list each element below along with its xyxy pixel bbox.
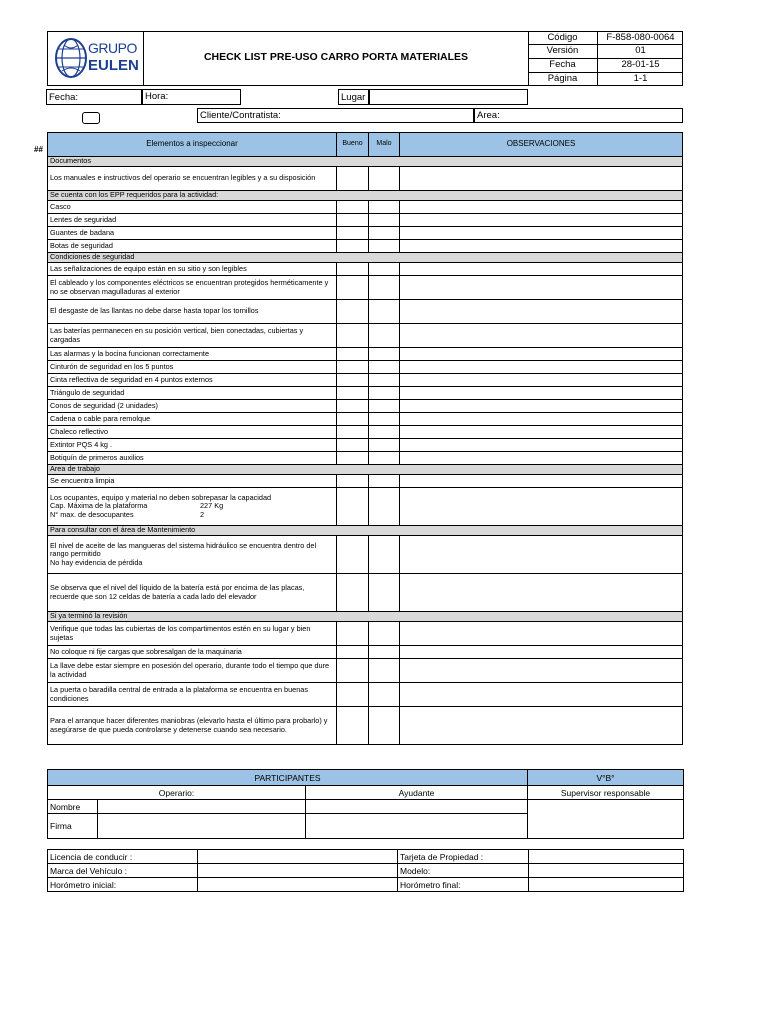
- meta-label-version: Versión: [546, 45, 579, 56]
- malo-cell[interactable]: [369, 413, 400, 426]
- checklist-item-row: [48, 387, 683, 400]
- observaciones-cell[interactable]: [400, 707, 683, 745]
- supervisor-label: Supervisor responsable: [528, 786, 684, 800]
- malo-cell[interactable]: [369, 214, 400, 227]
- malo-cell[interactable]: [369, 324, 400, 348]
- firma-label: Firma: [48, 814, 98, 839]
- item-description: El nivel de aceite de las mangueras del sistema hidráulico se encuentra dentro del rango permitido No hay evidencia de pérdida: [50, 540, 317, 567]
- lugar-label: Lugar: [341, 92, 366, 103]
- checklist-item-row: [48, 324, 683, 348]
- bueno-cell[interactable]: [337, 227, 369, 240]
- operario-nombre-field[interactable]: [98, 800, 306, 814]
- malo-cell[interactable]: [369, 536, 400, 574]
- checklist-item-row: [48, 227, 683, 240]
- table-header-row: [48, 133, 683, 157]
- fecha-label: Fecha:: [49, 92, 79, 103]
- spec-value: 227 Kg: [200, 501, 224, 511]
- vehicle-table: [47, 849, 684, 892]
- checklist-item-text: [48, 214, 337, 227]
- item-description: Verifique que todas las cubiertas de los compartimentos estén en su lugar y bien sujetas: [50, 624, 311, 642]
- checklist-item-text: [48, 426, 337, 439]
- meta-value-codigo: F-858-080-0064: [606, 32, 675, 43]
- bueno-cell[interactable]: [337, 400, 369, 413]
- item-description: Las señalizaciones de equipo están en su sitio y son legibles: [50, 263, 247, 273]
- section-title: Si ya terminó la revisión: [48, 612, 683, 622]
- malo-cell[interactable]: [369, 488, 400, 526]
- observaciones-cell[interactable]: [400, 426, 683, 439]
- section-row: [48, 612, 683, 622]
- bueno-cell[interactable]: [337, 214, 369, 227]
- malo-cell[interactable]: [369, 475, 400, 488]
- item-description: Casco: [50, 201, 71, 211]
- participants-block: [47, 769, 684, 839]
- modelo-label: Modelo:: [398, 864, 529, 878]
- observaciones-cell[interactable]: [400, 622, 683, 646]
- hora-label: Hora:: [145, 91, 169, 102]
- checklist-item-row: [48, 361, 683, 374]
- bueno-cell[interactable]: [337, 324, 369, 348]
- spec-label: N° max. de desocupantes: [50, 509, 134, 519]
- item-description: Cinta reflectiva de seguridad en 4 puntos externos: [50, 374, 213, 384]
- observaciones-cell[interactable]: [400, 659, 683, 683]
- checklist-item-row: [48, 348, 683, 361]
- checklist-item-row: [48, 574, 683, 612]
- observaciones-cell[interactable]: [400, 348, 683, 361]
- bueno-cell[interactable]: [337, 240, 369, 253]
- checklist-item-text: [48, 488, 337, 526]
- bueno-cell[interactable]: [337, 201, 369, 214]
- ayudante-label: Ayudante: [306, 786, 528, 800]
- meta-label-codigo: Código: [547, 32, 578, 43]
- bueno-cell[interactable]: [337, 475, 369, 488]
- meta-value-fecha: 28-01-15: [621, 59, 660, 70]
- checklist-item-text: [48, 240, 337, 253]
- marca-field[interactable]: [198, 864, 398, 878]
- malo-cell[interactable]: [369, 387, 400, 400]
- malo-cell[interactable]: [369, 263, 400, 276]
- lugar-field[interactable]: [369, 89, 528, 105]
- malo-cell[interactable]: [369, 622, 400, 646]
- meta-value-pagina: 1-1: [633, 73, 648, 84]
- bueno-cell[interactable]: [337, 439, 369, 452]
- observaciones-cell[interactable]: [400, 475, 683, 488]
- observaciones-cell[interactable]: [400, 413, 683, 426]
- spec-label: Cap. Máxima de la plataforma: [50, 501, 148, 511]
- checklist-item-text: [48, 387, 337, 400]
- vehicle-block: [47, 849, 684, 892]
- malo-cell[interactable]: [369, 348, 400, 361]
- checklist-item-text: [48, 452, 337, 465]
- observaciones-cell[interactable]: [400, 276, 683, 300]
- observaciones-cell[interactable]: [400, 488, 683, 526]
- horometro-inicial-field[interactable]: [198, 878, 398, 892]
- bueno-cell[interactable]: [337, 488, 369, 526]
- observaciones-cell[interactable]: [400, 400, 683, 413]
- checklist-item-text: [48, 227, 337, 240]
- item-description: Extintor PQS 4 kg .: [50, 439, 113, 449]
- horometro-inicial-label: Horómetro inicial:: [48, 878, 198, 892]
- item-description: Triángulo de seguridad: [50, 387, 125, 397]
- ayudante-nombre-field[interactable]: [306, 800, 528, 814]
- bueno-cell[interactable]: [337, 413, 369, 426]
- malo-cell[interactable]: [369, 426, 400, 439]
- meta-value-version: 01: [635, 45, 646, 56]
- page-title: CHECK LIST PRE-USO CARRO PORTA MATERIALES: [203, 51, 469, 63]
- bueno-cell[interactable]: [337, 276, 369, 300]
- checkbox[interactable]: [82, 112, 100, 124]
- area-field[interactable]: [474, 108, 683, 123]
- checklist-item-text: [48, 324, 337, 348]
- item-description: No coloque ni fije cargas que sobresalgan de la maquinaria: [50, 646, 242, 656]
- logo-text-eulen: EULEN: [88, 57, 139, 74]
- col-malo-header: Malo: [369, 133, 400, 157]
- tarjeta-label: Tarjeta de Propiedad :: [398, 850, 529, 864]
- checklist-item-row: [48, 374, 683, 387]
- malo-cell[interactable]: [369, 276, 400, 300]
- checklist-table: [47, 132, 683, 745]
- checklist-item-text: [48, 263, 337, 276]
- item-description: Cadena o cable para remolque: [50, 413, 151, 423]
- malo-cell[interactable]: [369, 227, 400, 240]
- section-row: [48, 191, 683, 201]
- col-elementos-header: Elementos a inspeccionar: [48, 133, 337, 157]
- checklist-item-row: [48, 488, 683, 526]
- meta-block: [528, 31, 683, 86]
- row-number-hash: ##: [34, 145, 43, 154]
- malo-cell[interactable]: [369, 683, 400, 707]
- checklist-item-row: [48, 240, 683, 253]
- section-title: Area de trabajo: [48, 465, 683, 475]
- item-description: Las alarmas y la bocina funcionan correctamente: [50, 348, 209, 358]
- bueno-cell[interactable]: [337, 452, 369, 465]
- participantes-title: PARTICIPANTES: [48, 770, 528, 786]
- tarjeta-field[interactable]: [529, 850, 684, 864]
- checklist-item-row: [48, 300, 683, 324]
- observaciones-cell[interactable]: [400, 452, 683, 465]
- section-title: Documentos: [48, 157, 683, 167]
- item-description: La puerta o baradilla central de entrada a la plataforma se encuentra en buenas condiciones: [50, 685, 308, 703]
- item-description: Botiquín de primeros auxilios: [50, 452, 144, 462]
- participants-table: [47, 769, 684, 839]
- item-description: Se encuentra limpia: [50, 475, 115, 485]
- bueno-cell[interactable]: [337, 387, 369, 400]
- checklist-item-text: [48, 400, 337, 413]
- item-spec-line: [50, 511, 334, 519]
- section-title: Condiciones de seguridad: [48, 253, 683, 263]
- observaciones-cell[interactable]: [400, 574, 683, 612]
- checklist-item-text: [48, 574, 337, 612]
- checklist-item-row: [48, 400, 683, 413]
- observaciones-cell[interactable]: [400, 683, 683, 707]
- licencia-field[interactable]: [198, 850, 398, 864]
- checklist-item-text: [48, 361, 337, 374]
- bueno-cell[interactable]: [337, 536, 369, 574]
- item-description: Lentes de seguridad: [50, 214, 117, 224]
- bueno-cell[interactable]: [337, 646, 369, 659]
- checklist-item-row: [48, 201, 683, 214]
- ayudante-firma-field[interactable]: [306, 814, 528, 839]
- item-description: Los manuales e instructivos del operario se encuentran legibles y a su disposición: [50, 173, 316, 183]
- checklist-item-text: [48, 475, 337, 488]
- checklist-item-text: [48, 348, 337, 361]
- item-description: La llave debe estar siempre en posesión del operario, durante todo el tiempo que dure la actividad: [50, 661, 330, 679]
- checklist-item-row: [48, 167, 683, 191]
- malo-cell[interactable]: [369, 659, 400, 683]
- horometro-final-field[interactable]: [529, 878, 684, 892]
- area-label: Area:: [477, 110, 500, 121]
- malo-cell[interactable]: [369, 240, 400, 253]
- operario-firma-field[interactable]: [98, 814, 306, 839]
- checklist-item-row: [48, 413, 683, 426]
- checklist-item-row: [48, 426, 683, 439]
- observaciones-cell[interactable]: [400, 240, 683, 253]
- bueno-cell[interactable]: [337, 263, 369, 276]
- observaciones-cell[interactable]: [400, 387, 683, 400]
- item-description: Chaleco reflectivo: [50, 426, 108, 436]
- col-bueno-header: Bueno: [337, 133, 369, 157]
- item-description: Las baterías permanecen en su posición vertical, bien conectadas, cubiertas y cargadas: [50, 326, 304, 344]
- bueno-cell[interactable]: [337, 348, 369, 361]
- section-row: [48, 465, 683, 475]
- item-description: Para el arranque hacer diferentes maniobras (elevarlo hasta el último para probarlo) y asegúrarse de que pueda controlarse y detenerse cuando sea necesario.: [50, 716, 328, 734]
- bueno-cell[interactable]: [337, 300, 369, 324]
- item-description: Conos de seguridad (2 unidades): [50, 400, 158, 410]
- malo-cell[interactable]: [369, 574, 400, 612]
- observaciones-cell[interactable]: [400, 361, 683, 374]
- checklist-item-row: [48, 683, 683, 707]
- bueno-cell[interactable]: [337, 707, 369, 745]
- checklist-table-wrap: [47, 132, 683, 745]
- observaciones-cell[interactable]: [400, 227, 683, 240]
- malo-cell[interactable]: [369, 167, 400, 191]
- bueno-cell[interactable]: [337, 361, 369, 374]
- checklist-item-text: [48, 300, 337, 324]
- licencia-label: Licencia de conducir :: [48, 850, 198, 864]
- observaciones-cell[interactable]: [400, 536, 683, 574]
- malo-cell[interactable]: [369, 452, 400, 465]
- malo-cell[interactable]: [369, 646, 400, 659]
- checklist-item-text: [48, 646, 337, 659]
- malo-cell[interactable]: [369, 201, 400, 214]
- bueno-cell[interactable]: [337, 426, 369, 439]
- checklist-item-text: [48, 413, 337, 426]
- meta-label-fecha: Fecha: [549, 59, 576, 70]
- logo-text-grupo: GRUPO: [88, 40, 137, 56]
- observaciones-cell[interactable]: [400, 167, 683, 191]
- bueno-cell[interactable]: [337, 683, 369, 707]
- checklist-item-row: [48, 646, 683, 659]
- bueno-cell[interactable]: [337, 622, 369, 646]
- observaciones-cell[interactable]: [400, 214, 683, 227]
- checklist-item-row: [48, 536, 683, 574]
- checklist-item-row: [48, 214, 683, 227]
- checklist-item-text: [48, 374, 337, 387]
- supervisor-field[interactable]: [528, 800, 684, 839]
- section-row: [48, 526, 683, 536]
- observaciones-cell[interactable]: [400, 439, 683, 452]
- marca-label: Marca del Vehículo :: [48, 864, 198, 878]
- item-description: Botas de seguridad: [50, 240, 113, 250]
- checklist-item-text: [48, 439, 337, 452]
- malo-cell[interactable]: [369, 707, 400, 745]
- operario-label: Operario:: [48, 786, 306, 800]
- observaciones-cell[interactable]: [400, 646, 683, 659]
- bueno-cell[interactable]: [337, 374, 369, 387]
- malo-cell[interactable]: [369, 400, 400, 413]
- checklist-item-row: [48, 622, 683, 646]
- item-description: Se observa que el nivel del líquido de la batería está por encima de las placas, recuerde que son 12 celdas de batería a cada lado del elevador: [50, 583, 305, 601]
- malo-cell[interactable]: [369, 300, 400, 324]
- checklist-item-row: [48, 263, 683, 276]
- checklist-item-text: [48, 707, 337, 745]
- item-description: Guantes de badana: [50, 227, 115, 237]
- section-title: Para consultar con el área de Mantenimiento: [48, 526, 683, 536]
- meta-label-pagina: Página: [547, 73, 578, 84]
- section-row: [48, 253, 683, 263]
- horometro-final-label: Horómetro final:: [398, 878, 529, 892]
- checklist-item-text: [48, 276, 337, 300]
- checklist-item-text: [48, 683, 337, 707]
- checklist-item-text: [48, 536, 337, 574]
- malo-cell[interactable]: [369, 361, 400, 374]
- nombre-label: Nombre: [48, 800, 98, 814]
- globe-logo-icon: [54, 37, 88, 79]
- checklist-item-row: [48, 707, 683, 745]
- observaciones-cell[interactable]: [400, 300, 683, 324]
- logo: [54, 37, 140, 81]
- item-description: El desgaste de las llantas no debe darse hasta topar los tornillos: [50, 306, 259, 316]
- vb-title: V°B°: [528, 770, 684, 786]
- observaciones-cell[interactable]: [400, 263, 683, 276]
- modelo-field[interactable]: [529, 864, 684, 878]
- bueno-cell[interactable]: [337, 167, 369, 191]
- spec-value: 2: [200, 509, 205, 519]
- malo-cell[interactable]: [369, 374, 400, 387]
- observaciones-cell[interactable]: [400, 201, 683, 214]
- bueno-cell[interactable]: [337, 659, 369, 683]
- bueno-cell[interactable]: [337, 574, 369, 612]
- item-description: El cableado y los componentes eléctricos se encuentran protegidos herméticamente y no se observan magulladuras al exterior: [50, 278, 329, 296]
- checklist-item-row: [48, 439, 683, 452]
- col-observaciones-header: OBSERVACIONES: [400, 133, 683, 157]
- section-row: [48, 157, 683, 167]
- checklist-item-row: [48, 475, 683, 488]
- cliente-label: Cliente/Contratista:: [200, 110, 281, 121]
- checklist-item-row: [48, 276, 683, 300]
- section-title: Se cuenta con los EPP requeridos para la actividad:: [48, 191, 683, 201]
- item-description: Los ocupantes, equipo y material no deben sobrepasar la capacidad: [50, 492, 272, 502]
- observaciones-cell[interactable]: [400, 324, 683, 348]
- observaciones-cell[interactable]: [400, 374, 683, 387]
- item-description: Cinturón de seguridad en los 5 puntos: [50, 361, 174, 371]
- checklist-item-text: [48, 622, 337, 646]
- malo-cell[interactable]: [369, 439, 400, 452]
- checklist-item-text: [48, 659, 337, 683]
- checklist-item-row: [48, 659, 683, 683]
- checklist-item-text: [48, 201, 337, 214]
- checklist-item-row: [48, 452, 683, 465]
- checklist-item-text: [48, 167, 337, 191]
